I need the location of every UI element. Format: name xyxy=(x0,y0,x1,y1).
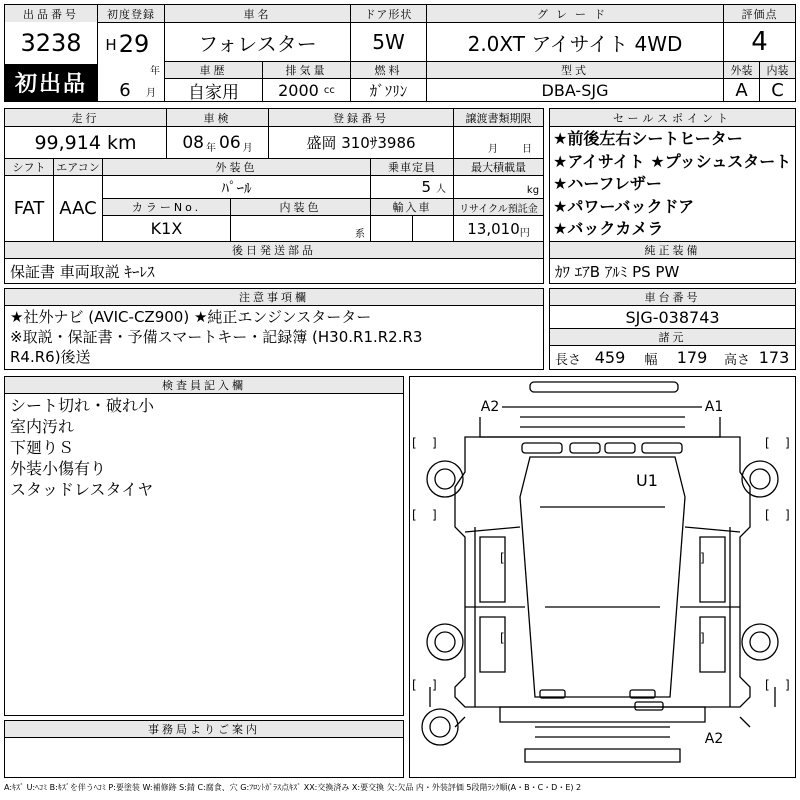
damage-diagram xyxy=(409,376,796,778)
mileage xyxy=(5,127,166,158)
inspector-line: 外装小傷有り xyxy=(10,459,107,478)
first-reg-year: 29 xyxy=(118,30,150,58)
recycle-amount: 13,010 xyxy=(467,219,520,238)
inspector-label: 検査員記入欄 xyxy=(5,377,403,393)
svg-text:[: [ xyxy=(412,508,417,522)
width-label: 幅 xyxy=(644,352,658,368)
later-parts-label: 後日発送部品 xyxy=(5,242,543,258)
transfer-month-unit: 月 xyxy=(488,143,498,154)
later-parts: 保証書 車両取説 ｷｰﾚｽ xyxy=(10,262,155,281)
svg-text:]: ] xyxy=(785,436,790,450)
first-listing-badge: 初出品 xyxy=(5,64,97,101)
mark-rear-right: A1 xyxy=(702,397,726,417)
svg-text:]: ] xyxy=(785,678,790,692)
capacity-unit: 人 xyxy=(436,183,446,194)
notes-body xyxy=(10,307,542,369)
transfer-deadline-label: 譲渡書類期限 xyxy=(454,109,543,126)
transfer-day-unit: 日 xyxy=(522,143,532,154)
vehicle-history: 自家用 xyxy=(188,82,239,101)
svg-text:[: [ xyxy=(500,631,505,645)
office-label: 事務局よりご案内 xyxy=(5,721,403,737)
displacement-label: 排気量 xyxy=(263,62,350,78)
sales-point: ★バックカメラ xyxy=(553,219,664,238)
factory-equipment: ｶﾜ ｴｱB ｱﾙﾐ PS PW xyxy=(555,262,680,281)
lot-number: 3238 xyxy=(20,29,82,57)
exterior-grade: A xyxy=(735,79,748,101)
inspection-month-unit: 月 xyxy=(242,143,253,154)
note-line: ★社外ナビ (AVIC-CZ900) ★純正エンジンスターター xyxy=(10,308,372,326)
sales-points-label: セールスポイント xyxy=(550,109,795,126)
mileage-label: 走行 xyxy=(5,109,166,126)
grade-label: グレード xyxy=(427,5,723,22)
history-label: 車歴 xyxy=(165,62,262,78)
capacity-label: 乗車定員 xyxy=(371,159,453,175)
inspection-year: 08 xyxy=(182,132,204,153)
mark-front: A2 xyxy=(702,729,726,749)
interior-grade: C xyxy=(771,79,784,101)
score-label: 評価点 xyxy=(724,5,795,22)
inspection-month: 06 xyxy=(219,132,241,153)
first-reg-month: 6 xyxy=(119,79,131,101)
svg-text:]: ] xyxy=(785,508,790,522)
height-label: 高さ xyxy=(723,352,750,368)
shift-label: シフト xyxy=(5,159,53,175)
interior-grade-label: 内装 xyxy=(760,62,795,78)
fuel-label: 燃料 xyxy=(351,62,426,78)
sales-point: ★ハーフレザー xyxy=(553,174,662,193)
length-value: 459 xyxy=(594,347,626,367)
inspector-line: 室内汚れ xyxy=(10,417,75,436)
first-reg-year-unit: 年 xyxy=(150,65,160,76)
inspector-line: 下廻りＳ xyxy=(10,438,75,457)
dimensions-label: 諸元 xyxy=(550,329,795,345)
aircon-value: AAC xyxy=(59,198,97,219)
plate-label: 登録番号 xyxy=(269,109,453,126)
svg-text:[: [ xyxy=(765,436,770,450)
sales-points-list xyxy=(553,128,795,242)
fuel-type: ｶﾞｿﾘﾝ xyxy=(369,81,408,100)
model-code-label: 型式 xyxy=(427,62,723,78)
recycle-unit: 円 xyxy=(519,228,530,239)
max-load-label: 最大積載量 xyxy=(454,159,543,175)
shift-value: FAT xyxy=(13,198,45,219)
mark-rear-left: A2 xyxy=(478,397,502,417)
inspector-notes xyxy=(10,395,400,505)
displacement-unit: cc xyxy=(323,84,335,96)
length-label: 長さ xyxy=(554,352,581,368)
color-no-label: カラーNo. xyxy=(103,199,230,215)
svg-text:[: [ xyxy=(765,678,770,692)
inspector-line: シート切れ・破れ小 xyxy=(10,396,155,415)
first-reg-month-unit: 月 xyxy=(146,87,156,98)
sales-point: ★前後左右シートヒーター xyxy=(553,129,743,148)
exterior-grade-label: 外装 xyxy=(724,62,759,78)
chassis-label: 車台番号 xyxy=(550,289,795,305)
first-reg-era: H xyxy=(105,36,117,54)
door-label: ドア形状 xyxy=(351,5,426,22)
inspection-date xyxy=(167,127,268,158)
model-name: フォレスター xyxy=(198,31,317,56)
interior-color-label: 内装色 xyxy=(231,199,370,215)
svg-text:[: [ xyxy=(412,436,417,450)
legend: A:ｷｽﾞ U:ﾍｺﾐ B:ｷｽﾞを伴うﾍｺﾐ P:要塗装 W:補修跡 S:錆 C:腐食、穴 G:ﾌﾛﾝﾄｶﾞﾗｽ点ｷｽﾞ XX:交換済み X:要交換 欠:欠品 内・外装評価 5段階ﾗﾝｸ順(A・B・C・D・E) 2 xyxy=(4,783,582,792)
exterior-color-label: 外装色 xyxy=(103,159,370,175)
exterior-color: ﾊﾟｰﾙ xyxy=(221,178,252,197)
inspection-year-unit: 年 xyxy=(206,143,216,154)
model-code: DBA-SJG xyxy=(541,80,609,100)
note-line: R4.R6)後送 xyxy=(10,348,91,366)
notes-label: 注意事項欄 xyxy=(5,289,543,305)
recycle-value xyxy=(454,216,543,241)
factory-equipment-label: 純正装備 xyxy=(550,242,795,258)
door-type: 5W xyxy=(372,30,405,54)
max-load-unit: kg xyxy=(526,184,540,196)
registration-plate: 盛岡 310ｻ3986 xyxy=(306,134,416,152)
svg-text:]: ] xyxy=(432,678,437,692)
displacement xyxy=(263,79,350,101)
svg-text:]: ] xyxy=(432,508,437,522)
svg-text:]: ] xyxy=(432,436,437,450)
import-label: 輸入車 xyxy=(371,199,453,215)
displacement-value: 2000 xyxy=(278,80,319,100)
mileage-value: 99,914 xyxy=(34,131,101,154)
first-reg-label: 初度登録 xyxy=(98,5,164,22)
inspection-label: 車検 xyxy=(167,109,268,126)
chassis-number: SJG-038743 xyxy=(625,307,720,327)
svg-text:]: ] xyxy=(700,631,705,645)
car-outline xyxy=(410,377,795,777)
sales-point: ★アイサイト ★プッシュスタート xyxy=(553,151,792,171)
height-value: 173 xyxy=(758,347,790,367)
score-value: 4 xyxy=(751,27,768,57)
inspector-line: スタッドレスタイヤ xyxy=(10,480,154,499)
mark-roof: U1 xyxy=(634,469,660,491)
grade: 2.0XT アイサイト 4WD xyxy=(467,31,683,56)
model-name-label: 車名 xyxy=(165,5,350,22)
svg-text:[: [ xyxy=(765,508,770,522)
color-number: K1X xyxy=(150,219,183,238)
interior-color-unit: 系 xyxy=(355,228,365,239)
mileage-unit: km xyxy=(107,131,137,154)
svg-text:]: ] xyxy=(700,551,705,565)
aircon-label: エアコン xyxy=(54,159,102,175)
svg-text:[: [ xyxy=(500,551,505,565)
note-line: ※取説・保証書・予備スマートキー・記録簿 (H30.R1.R2.R3 xyxy=(10,328,423,346)
sales-point: ★パワーバックドア xyxy=(553,196,695,216)
recycle-label: リサイクル預託金 xyxy=(454,199,543,215)
svg-text:[: [ xyxy=(412,678,417,692)
lot-label: 出品番号 xyxy=(5,5,97,22)
width-value: 179 xyxy=(676,347,708,367)
capacity-value: 5 xyxy=(421,178,431,196)
